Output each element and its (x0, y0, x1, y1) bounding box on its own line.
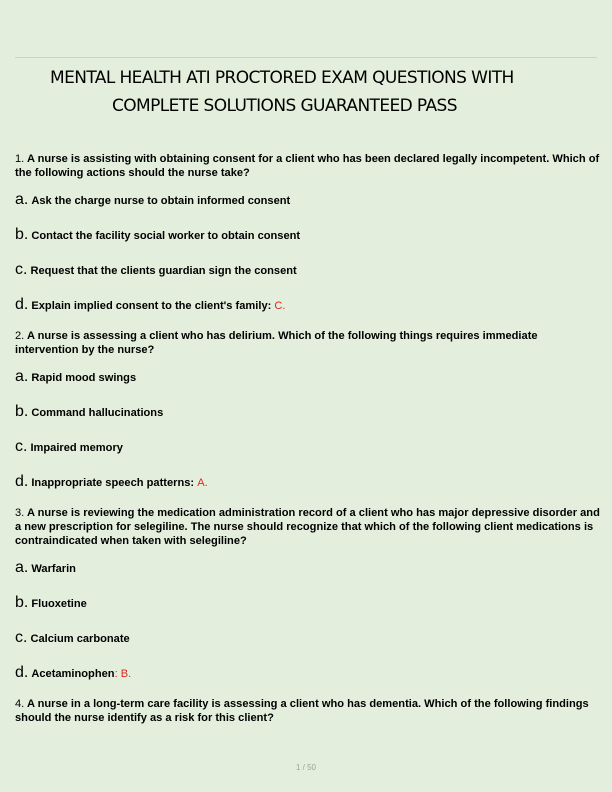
q2-option-c (15, 438, 600, 457)
question-list (15, 152, 600, 725)
question-number: 3. (15, 507, 25, 519)
option-text: Inappropriate speech patterns: (31, 477, 195, 489)
title-line-2: COMPLETE SOLUTIONS GUARANTEED PASS (112, 96, 457, 116)
option-text: Contact the facility social worker to obtain consent (31, 230, 301, 242)
option-text: Acetaminophen (31, 668, 115, 680)
option-text: Rapid mood swings (31, 372, 137, 384)
q3-option-c (15, 629, 600, 648)
question-text: A nurse is assessing a client who has delirium. Which of the following things requires immediate intervention by the nurse? (15, 330, 538, 356)
question-4 (15, 697, 600, 725)
option-text: Fluoxetine (31, 598, 87, 610)
option-letter: d. (15, 296, 29, 313)
option-letter: c. (15, 438, 28, 455)
q2-option-b (15, 403, 600, 422)
answer-key: : B. (114, 668, 132, 680)
option-text: Explain implied consent to the client's family: (31, 300, 272, 312)
answer-key: C. (274, 300, 286, 312)
q3-option-b (15, 594, 600, 613)
option-letter: b. (15, 226, 29, 243)
question-1 (15, 152, 600, 180)
option-letter: a. (15, 559, 29, 576)
q2-option-a (15, 368, 600, 387)
option-text: Request that the clients guardian sign the consent (30, 265, 297, 277)
option-letter: b. (15, 594, 29, 611)
option-text: Command hallucinations (31, 407, 164, 419)
question-number: 2. (15, 330, 25, 342)
option-letter: b. (15, 403, 29, 420)
option-text: Ask the charge nurse to obtain informed consent (31, 195, 291, 207)
q3-option-d (15, 664, 600, 683)
option-letter: a. (15, 368, 29, 385)
question-3 (15, 506, 600, 548)
page-indicator: 1 / 50 (295, 763, 316, 772)
option-letter: d. (15, 664, 29, 681)
question-text: A nurse is reviewing the medication administration record of a client who has major depressive disorder and a new prescription for selegiline. The nurse should recognize that which of the following client medications is contraindicated when taken with selegiline? (15, 507, 600, 547)
question-text: A nurse is assisting with obtaining consent for a client who has been declared legally incompetent. Which of the following actions should the nurse take? (15, 153, 600, 179)
question-text: A nurse in a long-term care facility is assessing a client who has dementia. Which of the following findings should the nurse identify as a risk for this client? (15, 698, 589, 724)
q1-option-b (15, 226, 600, 245)
option-letter: a. (15, 191, 29, 208)
option-letter: c. (15, 629, 28, 646)
q1-option-d (15, 296, 600, 315)
question-number: 4. (15, 698, 25, 710)
question-2 (15, 329, 600, 357)
q2-option-d (15, 473, 600, 492)
option-letter: c. (15, 261, 28, 278)
answer-key: A. (197, 477, 208, 489)
q1-option-a (15, 191, 600, 210)
q1-option-c (15, 261, 600, 280)
option-text: Calcium carbonate (30, 633, 130, 645)
option-text: Warfarin (31, 563, 76, 575)
title-line-1: MENTAL HEALTH ATI PROCTORED EXAM QUESTIONS WITH (50, 68, 514, 88)
header-rule (15, 57, 597, 58)
option-text: Impaired memory (30, 442, 123, 454)
q3-option-a (15, 559, 600, 578)
option-letter: d. (15, 473, 29, 490)
question-number: 1. (15, 153, 25, 165)
